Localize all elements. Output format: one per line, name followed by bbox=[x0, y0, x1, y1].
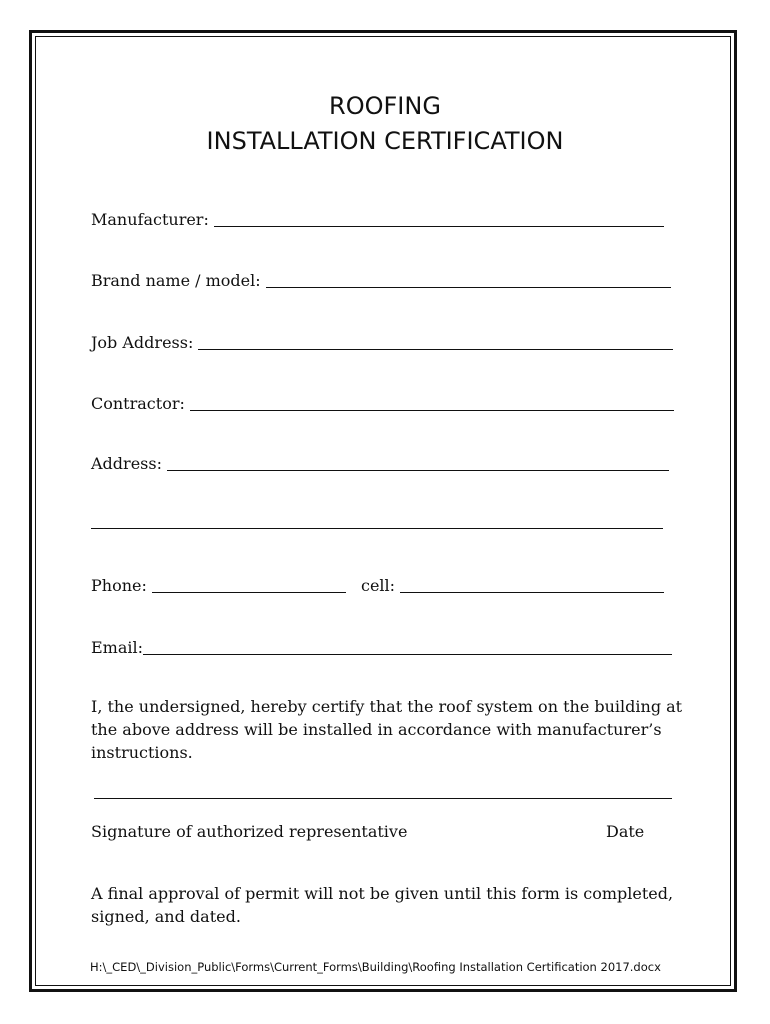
certification-statement: I, the undersigned, hereby certify that the roof system on the building at the above address will be installed in accordance with manufacturer’s instructions. bbox=[91, 697, 683, 762]
address-field[interactable] bbox=[167, 470, 669, 471]
final-approval-notice: A final approval of permit will not be given until this form is completed, signed, and dated. bbox=[91, 884, 674, 926]
cell-field[interactable] bbox=[400, 592, 664, 593]
phone-row bbox=[91, 572, 346, 596]
contractor-row bbox=[91, 390, 674, 414]
signature-label: Signature of authorized representative bbox=[91, 822, 408, 841]
brand-model-row bbox=[91, 267, 671, 291]
contractor-field[interactable] bbox=[190, 410, 674, 411]
email-row bbox=[91, 634, 672, 658]
manufacturer-row bbox=[91, 206, 664, 230]
contractor-label: Contractor: bbox=[91, 394, 185, 413]
address-row bbox=[91, 450, 669, 474]
form-title-line2: INSTALLATION CERTIFICATION bbox=[206, 127, 564, 155]
footer-file-path: H:\_CED\_Division_Public\Forms\Current_Forms\Building\Roofing Installation Certification 2017.docx bbox=[90, 960, 661, 974]
date-label: Date bbox=[606, 822, 645, 841]
cell-label: cell: bbox=[361, 576, 396, 595]
manufacturer-label: Manufacturer: bbox=[91, 210, 209, 229]
phone-label: Phone: bbox=[91, 576, 147, 595]
address-label: Address: bbox=[91, 454, 162, 473]
brand-model-field[interactable] bbox=[266, 287, 671, 288]
email-label: Email: bbox=[91, 638, 144, 657]
form-title-line1: ROOFING bbox=[329, 92, 441, 120]
email-field[interactable] bbox=[143, 654, 672, 655]
brand-model-label: Brand name / model: bbox=[91, 271, 261, 290]
address-line2-field[interactable] bbox=[91, 528, 663, 529]
job-address-label: Job Address: bbox=[91, 333, 194, 352]
signature-line[interactable] bbox=[94, 798, 672, 799]
job-address-field[interactable] bbox=[198, 349, 673, 350]
job-address-row bbox=[91, 329, 673, 353]
phone-field[interactable] bbox=[152, 592, 346, 593]
page-border-inner bbox=[35, 36, 731, 986]
cell-row bbox=[361, 572, 664, 596]
manufacturer-field[interactable] bbox=[214, 226, 664, 227]
